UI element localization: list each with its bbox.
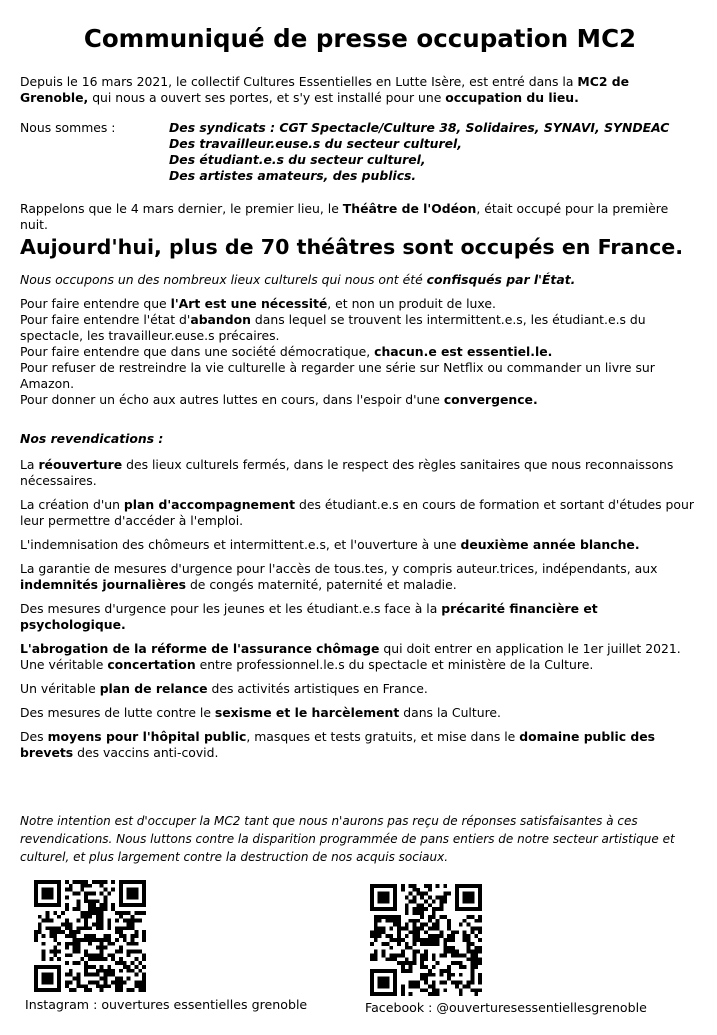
- revendication-item: L'indemnisation des chômeurs et intermittent.e.s, et l'ouverture à une deuxième année blanche.: [20, 537, 640, 552]
- revendication-item: Une véritable concertation entre professionnel.le.s du spectacle et ministère de la Culture.: [20, 657, 594, 672]
- occupation-bold: confisqués par l'État.: [426, 272, 576, 287]
- qr-code-icon[interactable]: [370, 884, 482, 996]
- instagram-caption: Instagram : ouvertures essentielles grenoble: [25, 997, 308, 1012]
- intro-text: Depuis le 16 mars 2021, le collectif Cultures Essentielles en Lutte Isère, est entré dans la: [20, 74, 578, 89]
- revendication-item: Des moyens pour l'hôpital public, masques et tests gratuits, et mise dans le domaine public des brevets des vaccins anti-covid.: [20, 729, 656, 760]
- qr-code-icon[interactable]: [34, 880, 146, 992]
- revendication-item: L'abrogation de la réforme de l'assurance chômage qui doit entrer en application le 1er juillet 2021.: [20, 641, 681, 656]
- nous-sommes-item: Des travailleur.euse.s du secteur culturel,: [169, 136, 462, 151]
- pour-line: Pour faire entendre l'état d'abandon dans lequel se trouvent les intermittent.e.s, les étudiant.e.s du spectacle, les travailleur.euse.s précaires.: [20, 312, 646, 343]
- pour-list: [20, 296, 700, 408]
- nous-sommes-item: Des syndicats : CGT Spectacle/Culture 38, Solidaires, SYNAVI, SYNDEAC: [169, 120, 670, 135]
- rappel-text-2: , était occupé pour la première nuit.: [20, 201, 669, 232]
- revendication-item: La garantie de mesures d'urgence pour l'accès de tous.tes, y compris auteur.trices, indépendants, aux indemnités journalières de congés maternité, paternité et maladie.: [20, 561, 658, 592]
- pour-line: Pour faire entendre que l'Art est une nécessité, et non un produit de luxe.: [20, 296, 496, 311]
- occupation-text: Nous occupons un des nombreux lieux culturels qui nous ont été: [20, 272, 427, 287]
- revendications-title: Nos revendications :: [20, 431, 164, 446]
- facebook-caption: Facebook : @ouverturesessentiellesgrenoble: [365, 1000, 647, 1015]
- final-note: Notre intention est d'occuper la MC2 tant que nous n'aurons pas reçu de réponses satisfaisantes à ces revendications. Nous luttons contre la disparition programmée de pans entiers de notre secteur artistique et culturel, et plus largement contre la destruction de nos acquis sociaux.: [20, 814, 675, 864]
- revendication-item: La création d'un plan d'accompagnement des étudiant.e.s en cours de formation et sortant d'études pour leur permettre d'accéder à l'emploi.: [20, 497, 694, 528]
- headline: Aujourd'hui, plus de 70 théâtres sont occupés en France.: [20, 235, 684, 259]
- revendication-item: Des mesures d'urgence pour les jeunes et les étudiant.e.s face à la précarité financière et psychologique.: [20, 601, 598, 632]
- nous-sommes-list: [169, 120, 709, 184]
- intro-paragraph: [20, 74, 700, 106]
- intro-bold-mc2: MC2 de Grenoble,: [20, 74, 630, 105]
- nous-sommes-item: Des étudiant.e.s du secteur culturel,: [169, 152, 426, 167]
- rappel-paragraph: [20, 201, 700, 233]
- nous-sommes-label: Nous sommes :: [20, 120, 116, 135]
- pour-line: Pour donner un écho aux autres luttes en cours, dans l'espoir d'une convergence.: [20, 392, 538, 407]
- pour-line: Pour faire entendre que dans une société démocratique, chacun.e est essentiel.le.: [20, 344, 553, 359]
- rappel-text: Rappelons que le 4 mars dernier, le premier lieu, le: [20, 201, 343, 216]
- revendication-item: Un véritable plan de relance des activités artistiques en France.: [20, 681, 428, 696]
- occupation-statement: [20, 272, 700, 288]
- revendication-item: Des mesures de lutte contre le sexisme et le harcèlement dans la Culture.: [20, 705, 501, 720]
- page-title: Communiqué de presse occupation MC2: [83, 24, 637, 53]
- pour-line: Pour refuser de restreindre la vie culturelle à regarder une série sur Netflix ou commander un livre sur Amazon.: [20, 360, 655, 391]
- nous-sommes-item: Des artistes amateurs, des publics.: [169, 168, 417, 183]
- revendications-list: [20, 457, 700, 769]
- rappel-bold-odeon: Théâtre de l'Odéon: [342, 201, 477, 216]
- revendication-item: La réouverture des lieux culturels fermés, dans le respect des règles sanitaires que nous reconnaissons nécessaires.: [20, 457, 674, 488]
- intro-text-2: qui nous a ouvert ses portes, et s'y est installé pour une: [88, 90, 446, 105]
- intro-bold-occupation: occupation du lieu.: [445, 90, 579, 105]
